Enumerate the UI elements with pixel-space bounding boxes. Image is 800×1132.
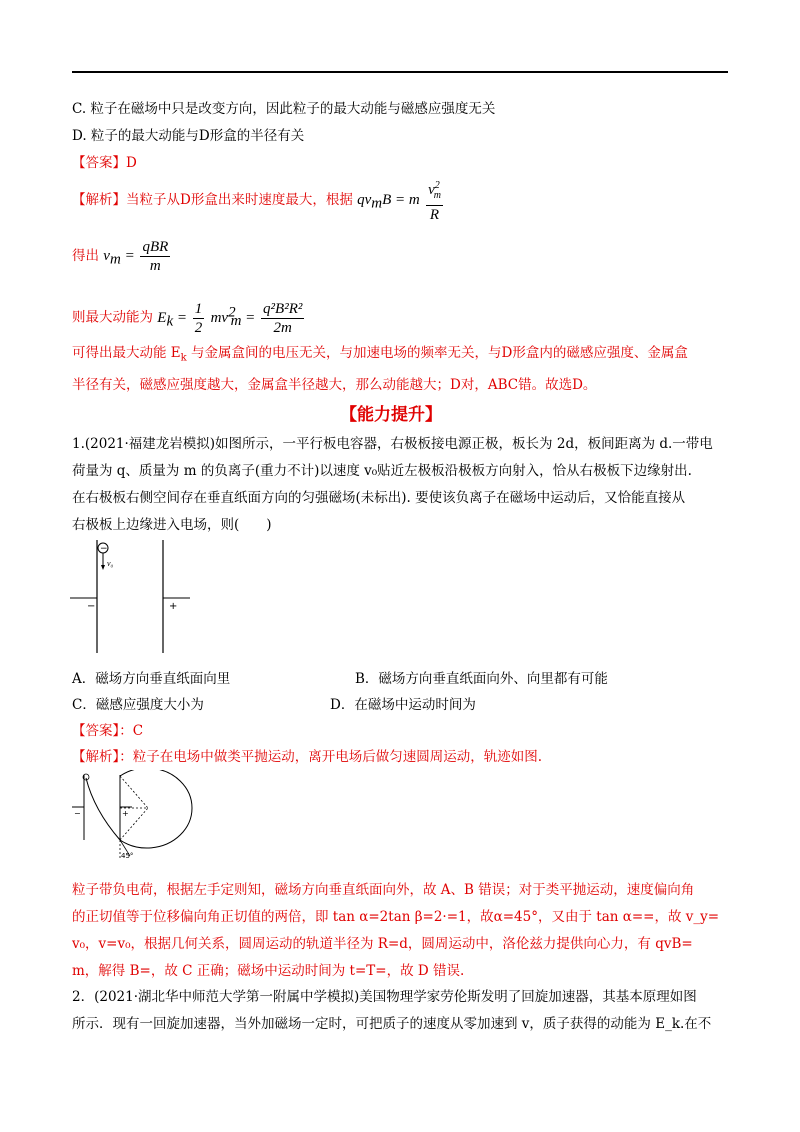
analysis-line-1 (72, 176, 445, 224)
svg-text:45°: 45° (121, 852, 134, 860)
question-2-stem: 2．(2021·湖北华中师范大学第一附属中学模拟)美国物理学家劳伦斯发明了回旋加速器，其基本原理如图 所示．现有一回旋加速器，当外加磁场一定时，可把质子的速度从零加速到 v，质子获得的动能为 E_k.在不 (72, 989, 712, 1032)
question-1-answer: 【答案】：C (72, 723, 144, 739)
answer-previous (72, 151, 137, 171)
derive-line: 得出 $v_m$ = $\frac{\text{qBR}}{m}$ (72, 232, 172, 280)
option-d-previous: D. 粒子的最大动能与D形盒的半径有关 (72, 128, 305, 144)
option-c: C．磁感应强度大小为 (72, 697, 204, 713)
capacitor-figure (70, 535, 200, 655)
svg-text:+: + (122, 809, 129, 818)
equation-2: $v_m$ = $\frac{\text{qBR}}{m}$ (103, 239, 169, 274)
svg-text:−: − (87, 601, 96, 612)
velocity-arrow-icon (101, 565, 105, 570)
question-1-analysis: 【解析】：粒子在电场中做类平抛运动，离开电场后做匀速圆周运动，轨迹如图. (72, 749, 543, 765)
svg-text:−: − (74, 809, 81, 818)
svg-text:v₀: v₀ (107, 559, 114, 568)
option-c-previous: C. 粒子在磁场中只是改变方向，因此粒子的最大动能与磁感应强度无关 (72, 101, 496, 117)
answer-value: D (126, 155, 137, 171)
svg-text:+: + (169, 601, 178, 612)
answer-label: 【答案】 (72, 155, 126, 171)
conclusion-paragraph: 可得出最大动能 $E_k$ 与金属盒间的电压无关，与加速电场的频率无关，与D形盒内的磁感应强度、金属盒 半径有关，磁感应强度越大，金属盒半径越大，那么动能越大；D对，ABC错。故选D。 (72, 345, 688, 393)
question-1-stem: 1.(2021·福建龙岩模拟)如图所示，一平行板电容器，右极板接电源正极，板长为 2d，板间距离为 d.一带电 荷量为 q、质量为 m 的负离子(重力不计)以速度 v₀贴近左极板沿极板方向射入，恰从右极板下边缘射出. 在右极板右侧空间存在垂直纸面方向的匀强磁场(未标出). 要使该负离子在磁场中运动后，又恰能直接从 右极板上边缘进入电场，则( ) (72, 436, 713, 533)
question-1-solution: 粒子带负电荷，根据左手定则知，磁场方向垂直纸面向外，故 A、B 错误；对于类平抛运动，速度偏向角 的正切值等于位移偏向角正切值的两倍，即 tan α=2tan β=2·=1，故α=45°，又由于 tan α==，故 v_y= v₀，v=v₀，根据几何关系，圆周运动的轨道半径为 R=d，圆周运动中，洛伦兹力提供向心力，有 qvB= m，解得 B=，故 C 正确；磁场中运动时间为 t=T=，故 D 错误. (72, 882, 720, 979)
header-rule (72, 71, 728, 73)
equation-1: $qv_mB = m$ $\frac{v^2_m}{R}$ (357, 192, 445, 208)
option-a: A．磁场方向垂直纸面向里 (72, 671, 231, 687)
section-heading: 【能力提升】 (340, 405, 442, 425)
trajectory-figure (68, 770, 193, 862)
option-b: B．磁场方向垂直纸面向外、向里都有可能 (355, 671, 608, 687)
analysis-label: 【解析】 (72, 192, 126, 208)
equation-3: $E_k$ = $\frac{1}{2}$ $mv^2_m$ = $\frac{\text{q²B²R²}}{2m}$ (157, 300, 303, 336)
svg-text:−: − (100, 544, 108, 554)
option-d: D．在磁场中运动时间为 (330, 697, 476, 713)
analysis-text: 当粒子从D形盒出来时速度最大，根据 (126, 192, 353, 208)
energy-line: 则最大动能为 $E_k$ = $\frac{1}{2}$ $mv^2_m$ = $\frac{\text{q²B²R²}}{2m}$ (72, 288, 306, 336)
